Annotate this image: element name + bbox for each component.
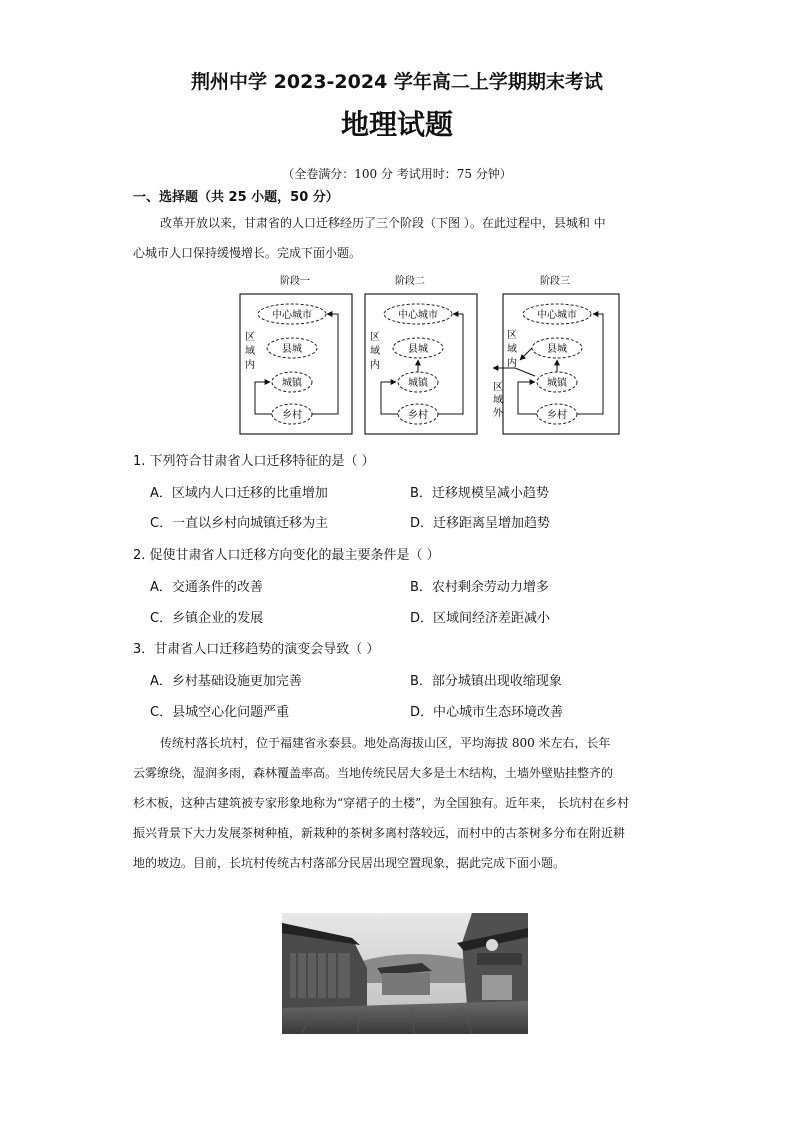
stage2-town-label: 城镇 [408, 378, 428, 389]
q2-option-b[interactable]: B．农村剩余劳动力增多 [410, 580, 549, 595]
stage1-arrow-village-city [312, 314, 338, 414]
section-heading: 一、选择题（共 25 小题，50 分） [133, 190, 339, 205]
passage1-line2: 心城市人口保持缓慢增长。完成下面小题。 [133, 246, 362, 260]
passage1-line1: 改革开放以来，甘肃省的人口迁移经历了三个阶段（下图 ）。在此过程中，县城和 中 [160, 216, 606, 230]
stage2-arrow-village-town [381, 382, 398, 414]
stage1-arrow-village-town [255, 382, 272, 414]
village-photo [282, 913, 528, 1034]
passage2-line4: 振兴背景下大力发展茶树种植，新栽种的茶树多离村落较远，而村中的古茶树多分布在附近耕 [133, 826, 626, 840]
stage2-title: 阶段二 [395, 276, 425, 287]
passage2-line2: 云雾缭绕，湿润多雨，森林覆盖率高。当地传统民居大多是土木结构，土墙外壁贴挂整齐的 [133, 766, 614, 780]
q3-option-c[interactable]: C．县城空心化问题严重 [150, 705, 290, 720]
stage3-village-label: 乡村 [547, 410, 567, 421]
stage3-arrow-village-city [577, 314, 603, 414]
passage2-line5: 地的坡边。目前，长坑村传统古村落部分民居出现空置现象，据此完成下面小题。 [133, 856, 566, 870]
q3-option-b[interactable]: B．部分城镇出现收缩现象 [410, 674, 562, 689]
stage2-village-label: 乡村 [408, 410, 428, 421]
q2-option-d[interactable]: D．区域间经济差距减小 [410, 611, 551, 626]
passage2-line3: 杉木板，这种古建筑被专家形象地称为“穿裙子的土楼”，为全国独有。近年来， 长坑村在乡村 [133, 796, 630, 810]
stage3-arrow-village-town [518, 382, 537, 414]
q3-option-d[interactable]: D．中心城市生态环境改善 [410, 705, 564, 720]
exam-title: 荆州中学 2023-2024 学年高二上学期期末考试 [191, 71, 603, 93]
migration-diagram [235, 272, 625, 437]
q2-option-a[interactable]: A．交通条件的改善 [150, 580, 263, 595]
stage3-town-label: 城镇 [547, 378, 567, 389]
stage2-city-label: 中心城市 [398, 310, 438, 321]
stage1-city-label: 中心城市 [272, 310, 312, 321]
stage1-village-label: 乡村 [282, 410, 302, 421]
question-2-stem: 2. 促使甘肃省人口迁移方向变化的最主要条件是（ ） [133, 548, 440, 563]
q1-option-d[interactable]: D．迁移距离呈增加趋势 [410, 516, 551, 531]
stage2-county-label: 县城 [408, 344, 428, 355]
q1-option-c[interactable]: C．一直以乡村向城镇迁移为主 [150, 516, 329, 531]
stage3-side-top: 区域内 [507, 330, 517, 369]
question-1-stem: 1. 下列符合甘肃省人口迁移特征的是（ ） [133, 454, 375, 469]
question-3-stem: 3．甘肃省人口迁移趋势的演变会导致（ ） [133, 642, 380, 657]
stage1-county-label: 县城 [282, 344, 302, 355]
stage1-side-label: 区域内 [245, 332, 255, 371]
stage2-side-label: 区域内 [370, 332, 380, 371]
q1-option-a[interactable]: A．区域内人口迁移的比重增加 [150, 486, 328, 501]
stage3-title: 阶段三 [540, 276, 570, 287]
stage3-county-label: 县城 [547, 344, 567, 355]
q3-option-a[interactable]: A．乡村基础设施更加完善 [150, 674, 302, 689]
q2-option-c[interactable]: C．乡镇企业的发展 [150, 611, 264, 626]
exam-meta: （全卷满分：100 分 考试用时：75 分钟） [282, 167, 512, 181]
subject-title: 地理试题 [340, 108, 453, 141]
stage3-city-label: 中心城市 [537, 310, 577, 321]
stage1-title: 阶段一 [280, 276, 310, 287]
stage1-town-label: 城镇 [282, 378, 302, 389]
passage2-line1: 传统村落长坑村，位于福建省永泰县。地处高海拔山区，平均海拔 800 米左右，长年 [160, 736, 611, 750]
stage3-arrow-out-region [493, 368, 535, 376]
stage3-arrow-county-out [520, 348, 532, 360]
q1-option-b[interactable]: B．迁移规模呈减小趋势 [410, 486, 549, 501]
stage2-arrow-village-city [438, 314, 463, 414]
stage3-side-bottom: 区域外 [493, 382, 503, 419]
